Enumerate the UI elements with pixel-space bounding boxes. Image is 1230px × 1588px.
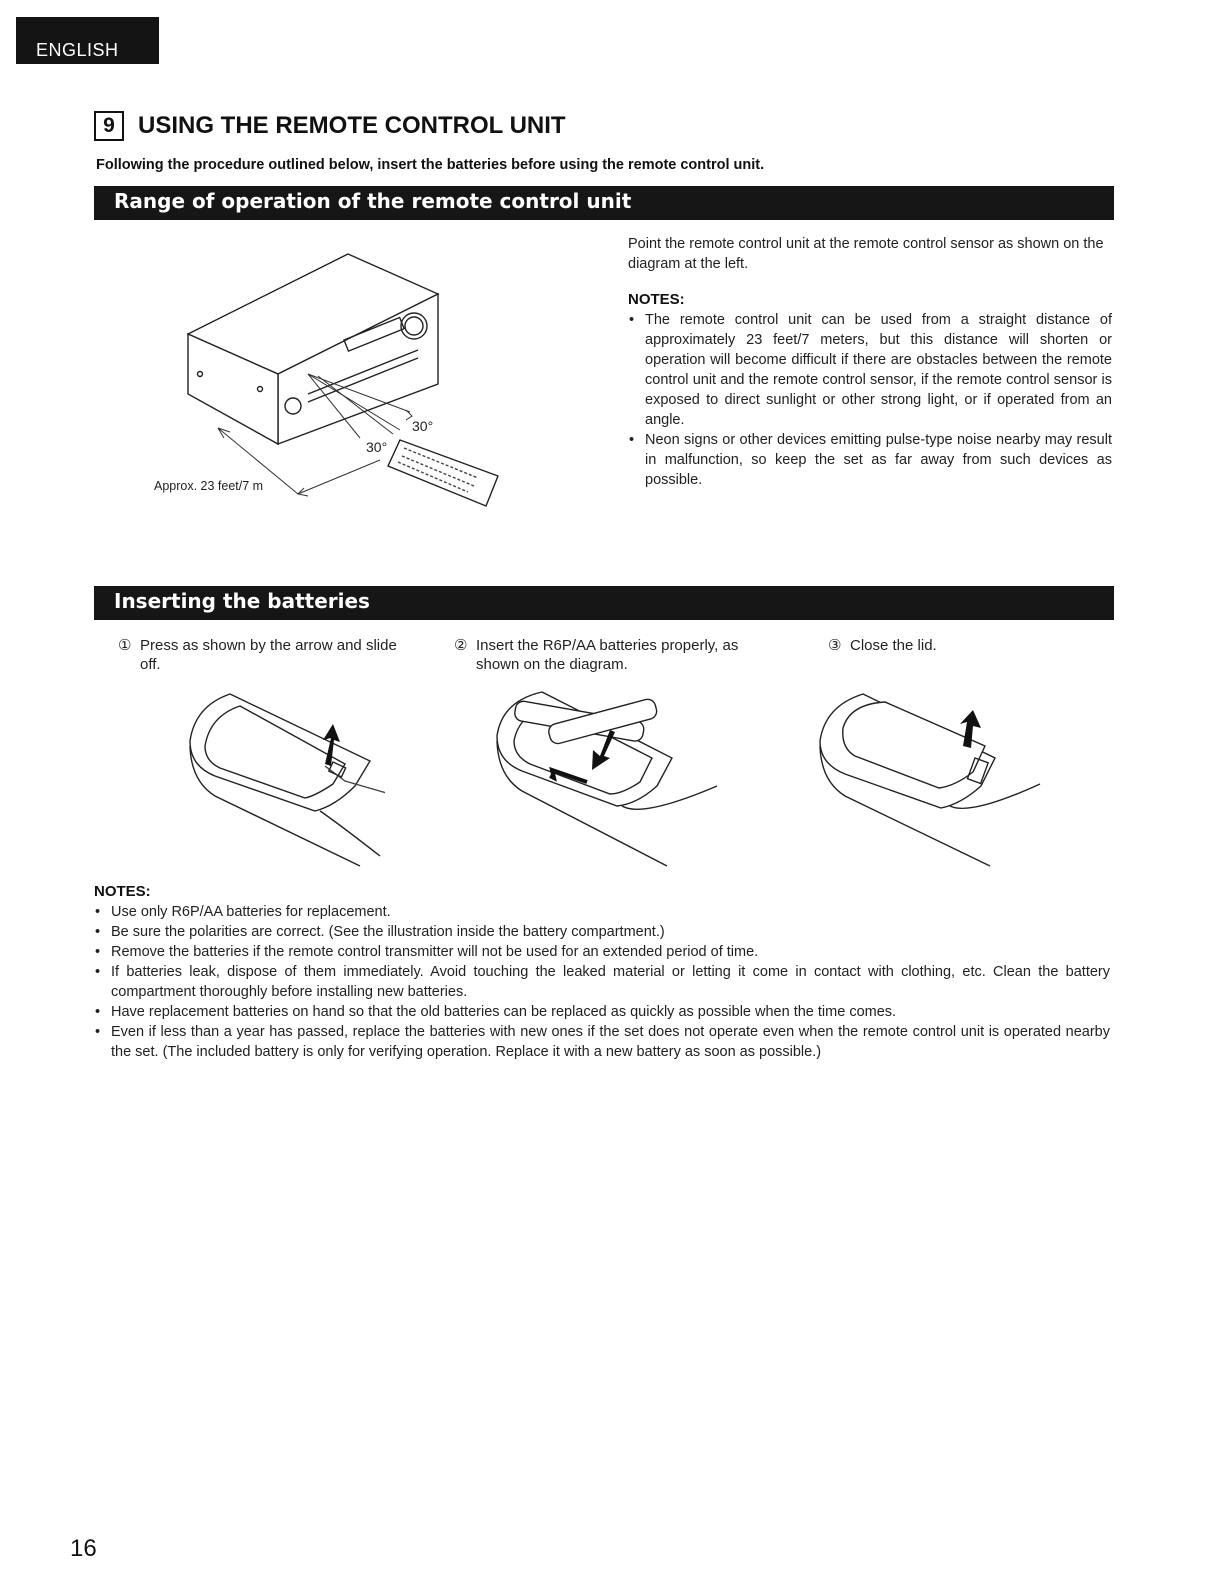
distance-label: Approx. 23 feet/7 m	[154, 479, 264, 493]
section-heading	[94, 111, 566, 141]
list-item: • If batteries leak, dispose of them immediately. Avoid touching the leaked material or letting it come in contact with clothing, etc. Clean the battery compartment thoroughly before installing new batteries.	[94, 962, 1110, 1002]
battery-step-3	[828, 636, 1088, 655]
step-marker: ②	[454, 637, 468, 654]
list-item: • Remove the batteries if the remote control transmitter will not be used for an extended period of time.	[94, 942, 1110, 962]
angle-label-right: 30°	[412, 418, 434, 434]
battery-step-1	[118, 636, 418, 674]
list-item: • Use only R6P/AA batteries for replacement.	[94, 902, 1110, 922]
list-item: • Have replacement batteries on hand so that the old batteries can be replaced as quickly as possible when the time comes.	[94, 1002, 1110, 1022]
battery-icon	[514, 698, 659, 746]
range-notes-heading: NOTES:	[628, 291, 685, 308]
remote-illustration	[388, 440, 498, 506]
list-item: • Neon signs or other devices emitting pulse-type noise nearby may result in malfunction, so keep the set as far away from such devices as possible.	[628, 430, 1112, 490]
step-marker: ③	[828, 637, 842, 654]
list-item: • Be sure the polarities are correct. (See the illustration inside the battery compartment.)	[94, 922, 1110, 942]
range-description: Point the remote control unit at the remote control sensor as shown on the diagram at the left.	[628, 236, 1104, 272]
step-2-illustration	[492, 686, 732, 871]
step-1-illustration	[185, 686, 385, 871]
language-tab: ENGLISH	[16, 17, 159, 64]
arrow-left-icon	[550, 770, 587, 782]
batteries-heading-bar: Inserting the batteries	[94, 586, 1114, 620]
section-title: USING THE REMOTE CONTROL UNIT	[138, 112, 566, 139]
step-marker: ①	[118, 637, 132, 654]
list-item: • The remote control unit can be used from a straight distance of approximately 23 feet/7 meters, but this distance will shorten or operation will become difficult if there are obstacles between the remote control unit and the remote control sensor, if the remote control sensor is exposed to direct sunlight or other strong light, or if operated from an angle.	[628, 310, 1112, 430]
battery-notes-list	[94, 902, 1110, 1062]
battery-step-2	[454, 636, 774, 674]
section-number: 9	[94, 111, 124, 141]
range-diagram	[148, 244, 508, 514]
page-number: 16	[70, 1535, 97, 1562]
battery-notes-heading: NOTES:	[94, 883, 151, 900]
angle-label-left: 30°	[366, 439, 388, 455]
section-intro: Following the procedure outlined below, insert the batteries before using the remote control unit.	[96, 157, 765, 173]
step-text: Insert the R6P/AA batteries properly, as shown on the diagram.	[476, 637, 739, 673]
step-text: Close the lid.	[850, 637, 937, 654]
battery-notes	[94, 882, 1110, 1062]
list-item: • Even if less than a year has passed, replace the batteries with new ones if the set does not operate even when the remote control unit is operated nearby the set. (The included battery is only for verifying operation. Replace it with a new battery as soon as possible.)	[94, 1022, 1110, 1062]
step-text: Press as shown by the arrow and slide off.	[140, 637, 397, 673]
range-notes-list	[628, 310, 1112, 490]
range-text-block	[628, 234, 1112, 490]
step-3-illustration	[815, 686, 1045, 871]
range-heading-bar: Range of operation of the remote control unit	[94, 186, 1114, 220]
receiver-illustration	[188, 254, 438, 444]
